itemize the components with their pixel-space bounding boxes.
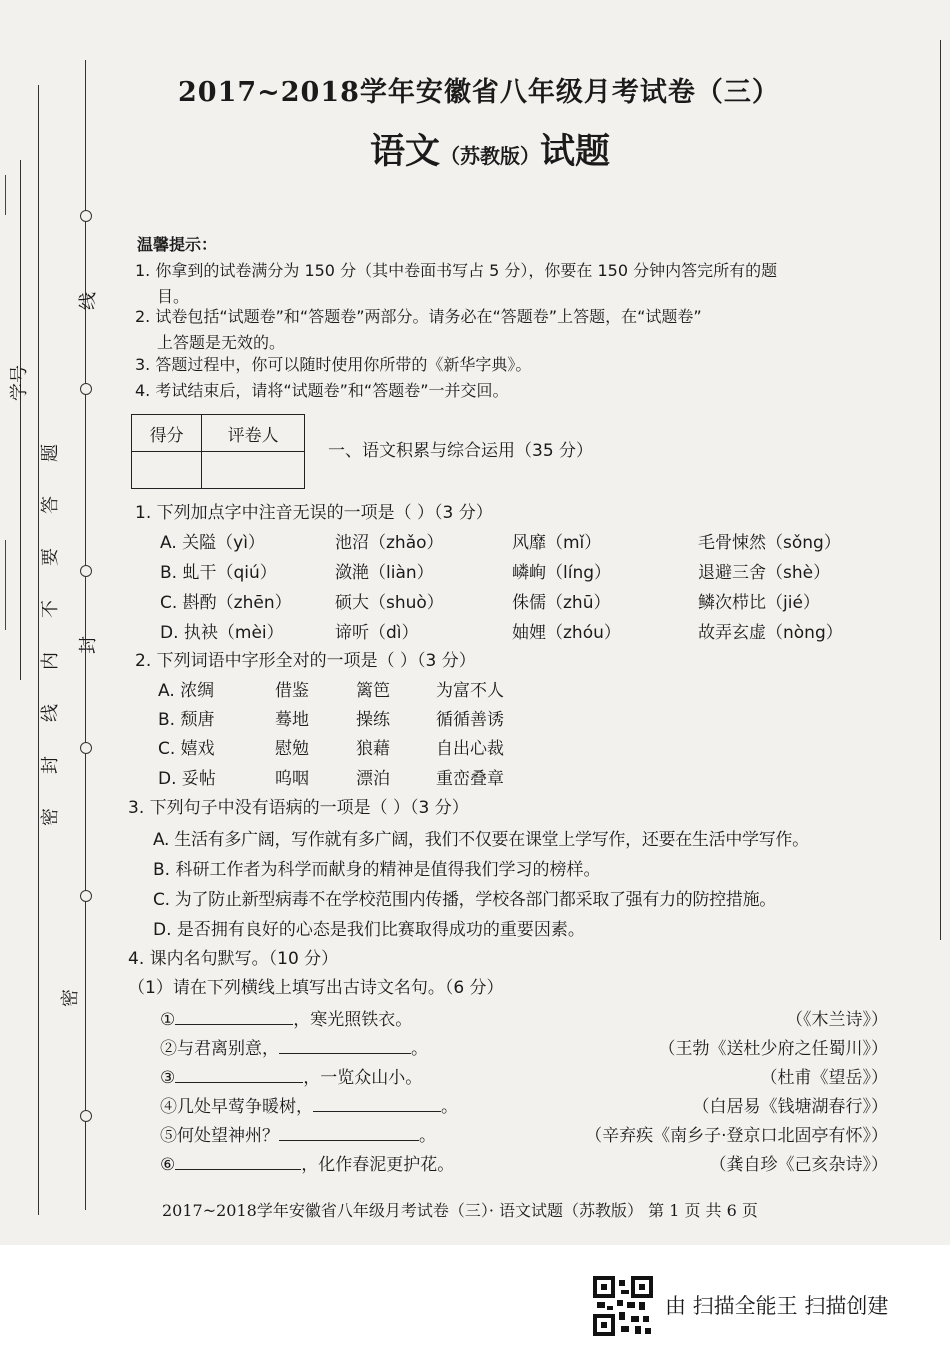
score-header: 得分 — [132, 415, 202, 452]
binding-char: 题 — [40, 444, 61, 462]
section-heading: 一、语文积累与综合运用（35 分） — [328, 441, 594, 461]
q1-option: A. 关隘（yì） — [160, 533, 265, 553]
binding-char: 内 — [40, 652, 61, 670]
page-footer: 2017~2018学年安徽省八年级月考试卷（三）· 语文试题（苏教版） 第 1 页 共 6 页 — [162, 1201, 758, 1220]
subtitle-main: 语文 — [370, 131, 441, 172]
poem-line-prefix: ③ — [160, 1068, 176, 1088]
q1-option: 侏儒（zhū） — [512, 593, 611, 613]
subtitle-tail: 试题 — [540, 131, 611, 172]
q2-option: D. 妥帖 — [158, 769, 216, 789]
tip-line: 4. 考试结束后，请将“试题卷”和“答题卷”一并交回。 — [135, 381, 509, 400]
poem-line-3 — [160, 1063, 422, 1088]
grader-header: 评卷人 — [202, 415, 305, 452]
q2-option: B. 颓唐 — [158, 710, 215, 730]
question-4-sub1: （1）请在下列横线上填写出古诗文名句。（6 分） — [128, 978, 504, 998]
qr-code-icon — [593, 1276, 653, 1336]
poem-line-prefix: ②与君离别意， — [160, 1039, 279, 1059]
question-1-stem: 1. 下列加点字中注音无误的一项是（ ）（3 分） — [135, 503, 493, 523]
poem-source: （白居易《钱塘湖春行》） — [692, 1097, 888, 1117]
poem-line-1 — [160, 1005, 412, 1030]
q2-option: 借鉴 — [275, 681, 309, 701]
binding-char: 要 — [40, 548, 61, 566]
q1-option: D. 执袂（mèi） — [160, 623, 284, 643]
poem-line-suffix: ，一览众山小。 — [303, 1068, 423, 1088]
q2-option: 重峦叠章 — [436, 769, 504, 789]
tip-line: 目。 — [157, 287, 190, 306]
right-edge — [940, 40, 941, 940]
exam-subtitle — [370, 124, 610, 174]
poem-line-5 — [160, 1121, 436, 1146]
answer-blank[interactable] — [175, 1008, 293, 1025]
q1-option: 硕大（shuò） — [335, 593, 444, 613]
q2-option: 篱笆 — [356, 681, 390, 701]
answer-blank[interactable] — [279, 1037, 411, 1054]
q1-option: B. 虬干（qiú） — [160, 563, 277, 583]
tips-heading: 温馨提示： — [137, 235, 218, 254]
binding-char: 封 — [78, 636, 99, 654]
q1-option: 鳞次栉比（jié） — [698, 593, 820, 613]
q2-option: 为富不人 — [436, 681, 504, 701]
exam-title: 2017~2018学年安徽省八年级月考试卷（三） — [178, 77, 780, 108]
binding-char: 答 — [40, 496, 61, 514]
q1-option: 退避三舍（shè） — [698, 563, 831, 583]
tip-line: 1. 你拿到的试卷满分为 150 分（其中卷面书写占 5 分），你要在 150 分钟内答完所有的题 — [135, 261, 778, 280]
tip-line: 上答题是无效的。 — [157, 333, 286, 352]
poem-line-4 — [160, 1092, 458, 1117]
q1-option: 嶙峋（líng） — [512, 563, 612, 583]
q1-option: 池沼（zhǎo） — [335, 533, 444, 553]
score-cell[interactable] — [132, 452, 202, 489]
q2-option: 漂泊 — [356, 769, 390, 789]
question-2-stem: 2. 下列词语中字形全对的一项是（ ）（3 分） — [135, 651, 476, 671]
grader-cell[interactable] — [202, 452, 305, 489]
poem-line-suffix: ，化作春泥更护花。 — [301, 1155, 455, 1175]
answer-blank[interactable] — [175, 1153, 301, 1170]
poem-source: （龚自珍《己亥杂诗》） — [709, 1155, 888, 1175]
q1-option: 毛骨悚然（sǒng） — [698, 533, 841, 553]
answer-blank[interactable] — [279, 1124, 419, 1141]
poem-source: （王勃《送杜少府之任蜀川》） — [658, 1039, 888, 1059]
question-3-stem: 3. 下列句子中没有语病的一项是（ ）（3 分） — [128, 798, 469, 818]
binding-char: 封 — [40, 756, 61, 774]
poem-line-suffix: 。 — [411, 1039, 428, 1059]
poem-line-prefix: ① — [160, 1010, 176, 1030]
q2-option: 自出心裁 — [436, 739, 504, 759]
q2-option: 操练 — [356, 710, 390, 730]
binding-char: 线 — [40, 704, 61, 722]
binding-char: 密 — [40, 808, 61, 826]
q3-option: C. 为了防止新型病毒不在学校范围内传播，学校各部门都采取了强有力的防控措施。 — [153, 890, 776, 910]
answer-blank[interactable] — [313, 1095, 441, 1112]
q2-option: 狼藉 — [356, 739, 390, 759]
q1-option: 风靡（mǐ） — [512, 533, 602, 553]
q2-option: 慰勉 — [275, 739, 309, 759]
score-table — [131, 414, 305, 489]
poem-source: （杜甫《望岳》） — [760, 1068, 888, 1088]
poem-line-6 — [160, 1150, 454, 1175]
poem-line-2 — [160, 1034, 428, 1059]
question-4-stem: 4. 课内名句默写。（10 分） — [128, 949, 339, 969]
poem-line-prefix: ⑥ — [160, 1155, 176, 1175]
poem-line-suffix: 。 — [419, 1126, 436, 1146]
q1-option: 潋滟（liàn） — [335, 563, 434, 583]
q2-option: A. 浓绸 — [158, 681, 215, 701]
answer-blank[interactable] — [175, 1066, 303, 1083]
binding-char: 密 — [60, 989, 81, 1007]
poem-line-prefix: ④几处早莺争暖树， — [160, 1097, 313, 1117]
q3-option: A. 生活有多广阔，写作就有多广阔，我们不仅要在课堂上学写作，还要在生活中学写作。 — [153, 830, 809, 850]
poem-source: （《木兰诗》） — [786, 1010, 888, 1030]
q1-option: 谛听（dì） — [335, 623, 419, 643]
q3-option: B. 科研工作者为科学而献身的精神是值得我们学习的榜样。 — [153, 860, 601, 880]
q3-option: D. 是否拥有良好的心态是我们比赛取得成功的重要因素。 — [153, 920, 585, 940]
poem-line-suffix: ，寒光照铁衣。 — [293, 1010, 413, 1030]
q2-option: 蓦地 — [275, 710, 309, 730]
binding-char: 不 — [40, 600, 61, 618]
q1-option: 妯娌（zhóu） — [512, 623, 621, 643]
q1-option: 故弄玄虚（nòng） — [698, 623, 843, 643]
binding-label-student-id: 学号 — [9, 365, 30, 401]
tip-line: 3. 答题过程中，你可以随时使用你所带的《新华字典》。 — [135, 355, 532, 374]
q2-option: 呜咽 — [275, 769, 309, 789]
scanner-watermark: 由 扫描全能王 扫描创建 — [665, 1294, 889, 1318]
poem-line-suffix: 。 — [441, 1097, 458, 1117]
tip-line: 2. 试卷包括“试题卷”和“答题卷”两部分。请务必在“答题卷”上答题，在“试题卷” — [135, 307, 702, 326]
binding-char: 线 — [78, 292, 99, 310]
poem-source: （辛弃疾《南乡子·登京口北固亭有怀》） — [585, 1126, 888, 1146]
q2-option: 循循善诱 — [436, 710, 504, 730]
q1-option: C. 斟酌（zhēn） — [160, 593, 292, 613]
q2-option: C. 嬉戏 — [158, 739, 215, 759]
poem-line-prefix: ⑤何处望神州？ — [160, 1126, 279, 1146]
subtitle-paren: （苏教版） — [440, 144, 541, 168]
